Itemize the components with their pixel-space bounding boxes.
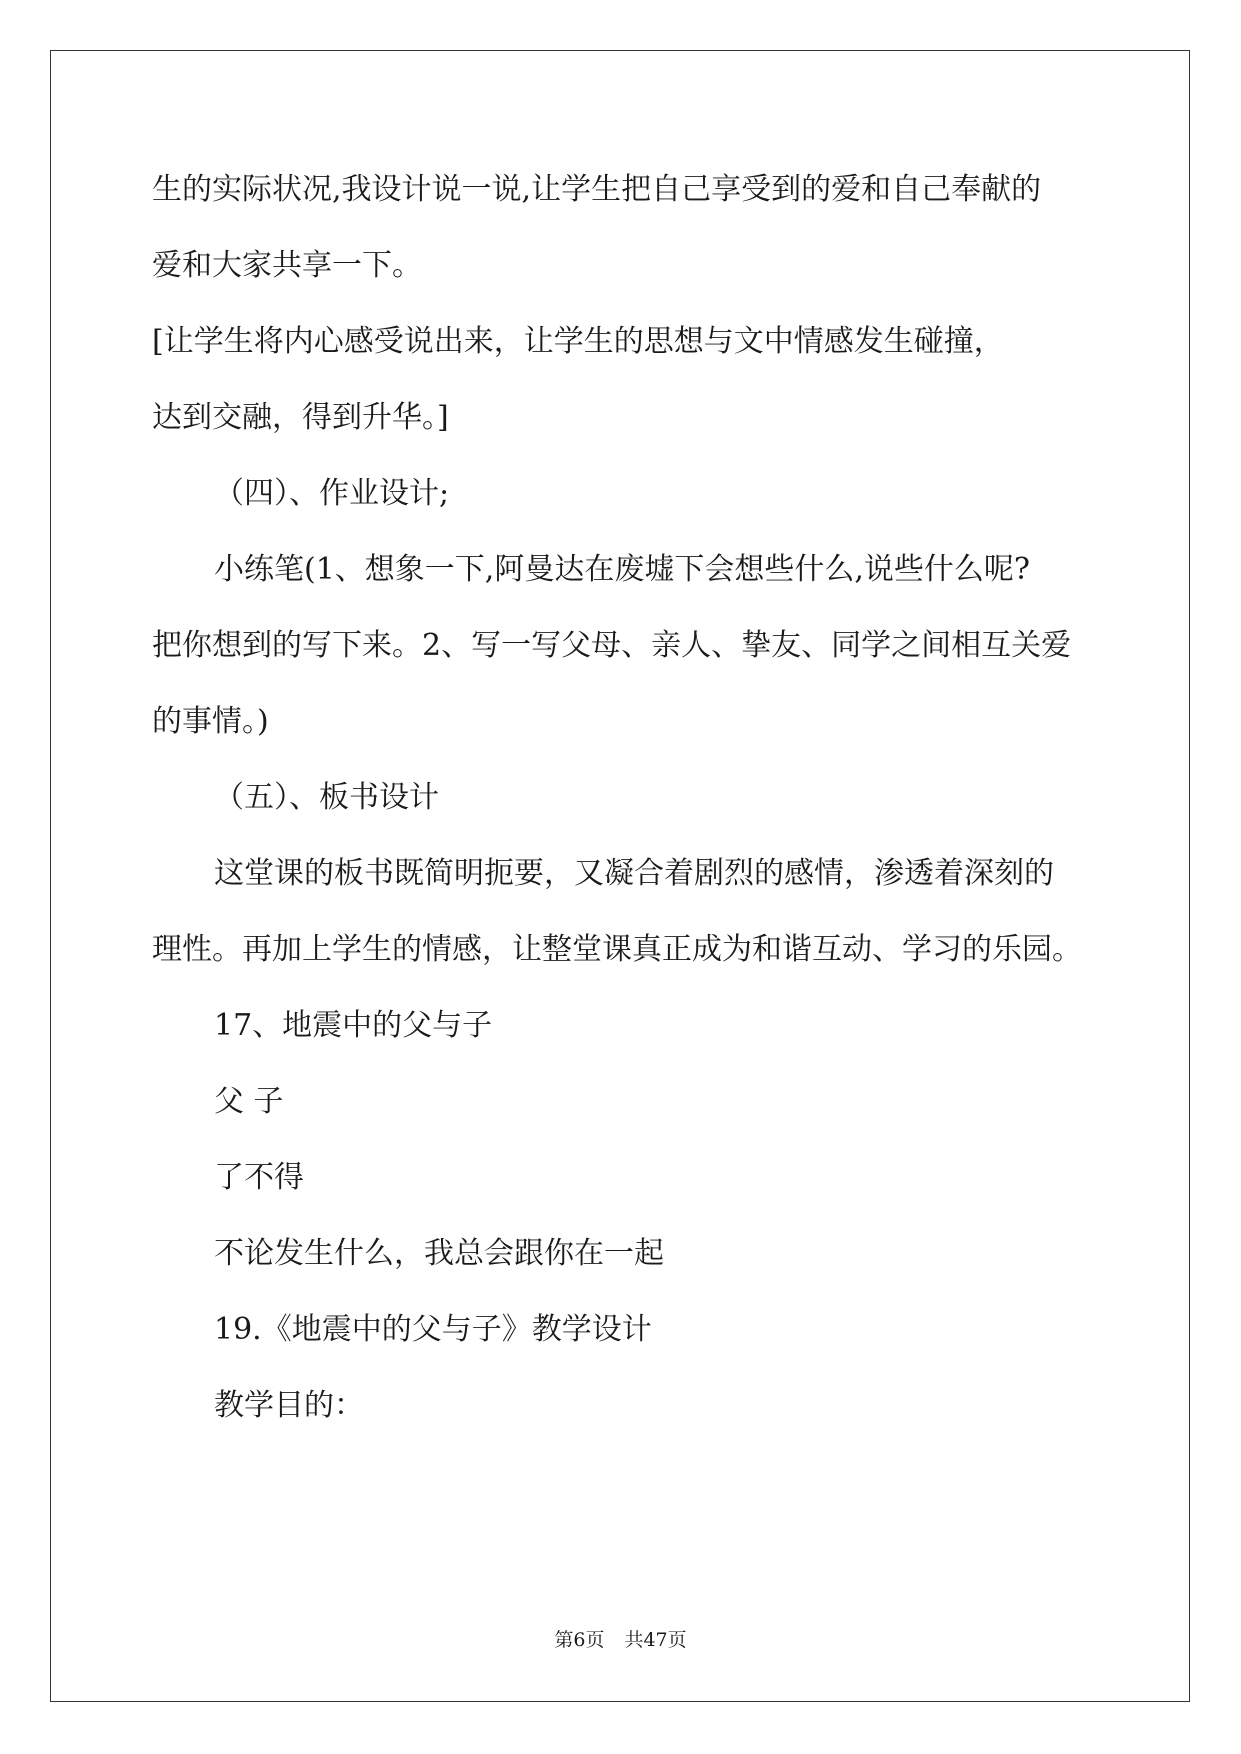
section-heading: （四）、作业设计; bbox=[214, 476, 450, 511]
page-total: 共47页 bbox=[624, 1629, 687, 1651]
page-number: 第6页 bbox=[554, 1629, 605, 1651]
body-line: 这堂课的板书既简明扼要，又凝合着剧烈的感情，渗透着深刻的 bbox=[214, 856, 1054, 891]
body-line: 的事情。) bbox=[152, 704, 269, 739]
board-line: 父 子 bbox=[214, 1084, 284, 1119]
body-line: 爱和大家共享一下。 bbox=[152, 248, 422, 283]
body-line: 把你想到的写下来。2、写一写父母、亲人、挚友、同学之间相互关爱 bbox=[152, 628, 1072, 663]
body-line: 生的实际状况,我设计说一说,让学生把自己享受到的爱和自己奉献的 bbox=[152, 172, 1042, 207]
board-line: 了不得 bbox=[214, 1160, 304, 1195]
section-heading: （五）、板书设计 bbox=[214, 780, 439, 815]
body-line: 达到交融，得到升华。] bbox=[152, 400, 449, 435]
section-heading: 19.《地震中的父与子》教学设计 bbox=[214, 1312, 652, 1347]
body-line: 理性。再加上学生的情感，让整堂课真正成为和谐互动、学习的乐园。 bbox=[152, 932, 1082, 967]
section-heading: 教学目的： bbox=[214, 1388, 364, 1423]
body-line: 小练笔(1、想象一下,阿曼达在废墟下会想些什么,说些什么呢? bbox=[214, 552, 1030, 587]
board-title: 17、地震中的父与子 bbox=[214, 1008, 493, 1043]
body-line: [让学生将内心感受说出来，让学生的思想与文中情感发生碰撞， bbox=[152, 324, 1004, 359]
page-footer bbox=[0, 1625, 1241, 1652]
board-line: 不论发生什么，我总会跟你在一起 bbox=[214, 1236, 664, 1271]
